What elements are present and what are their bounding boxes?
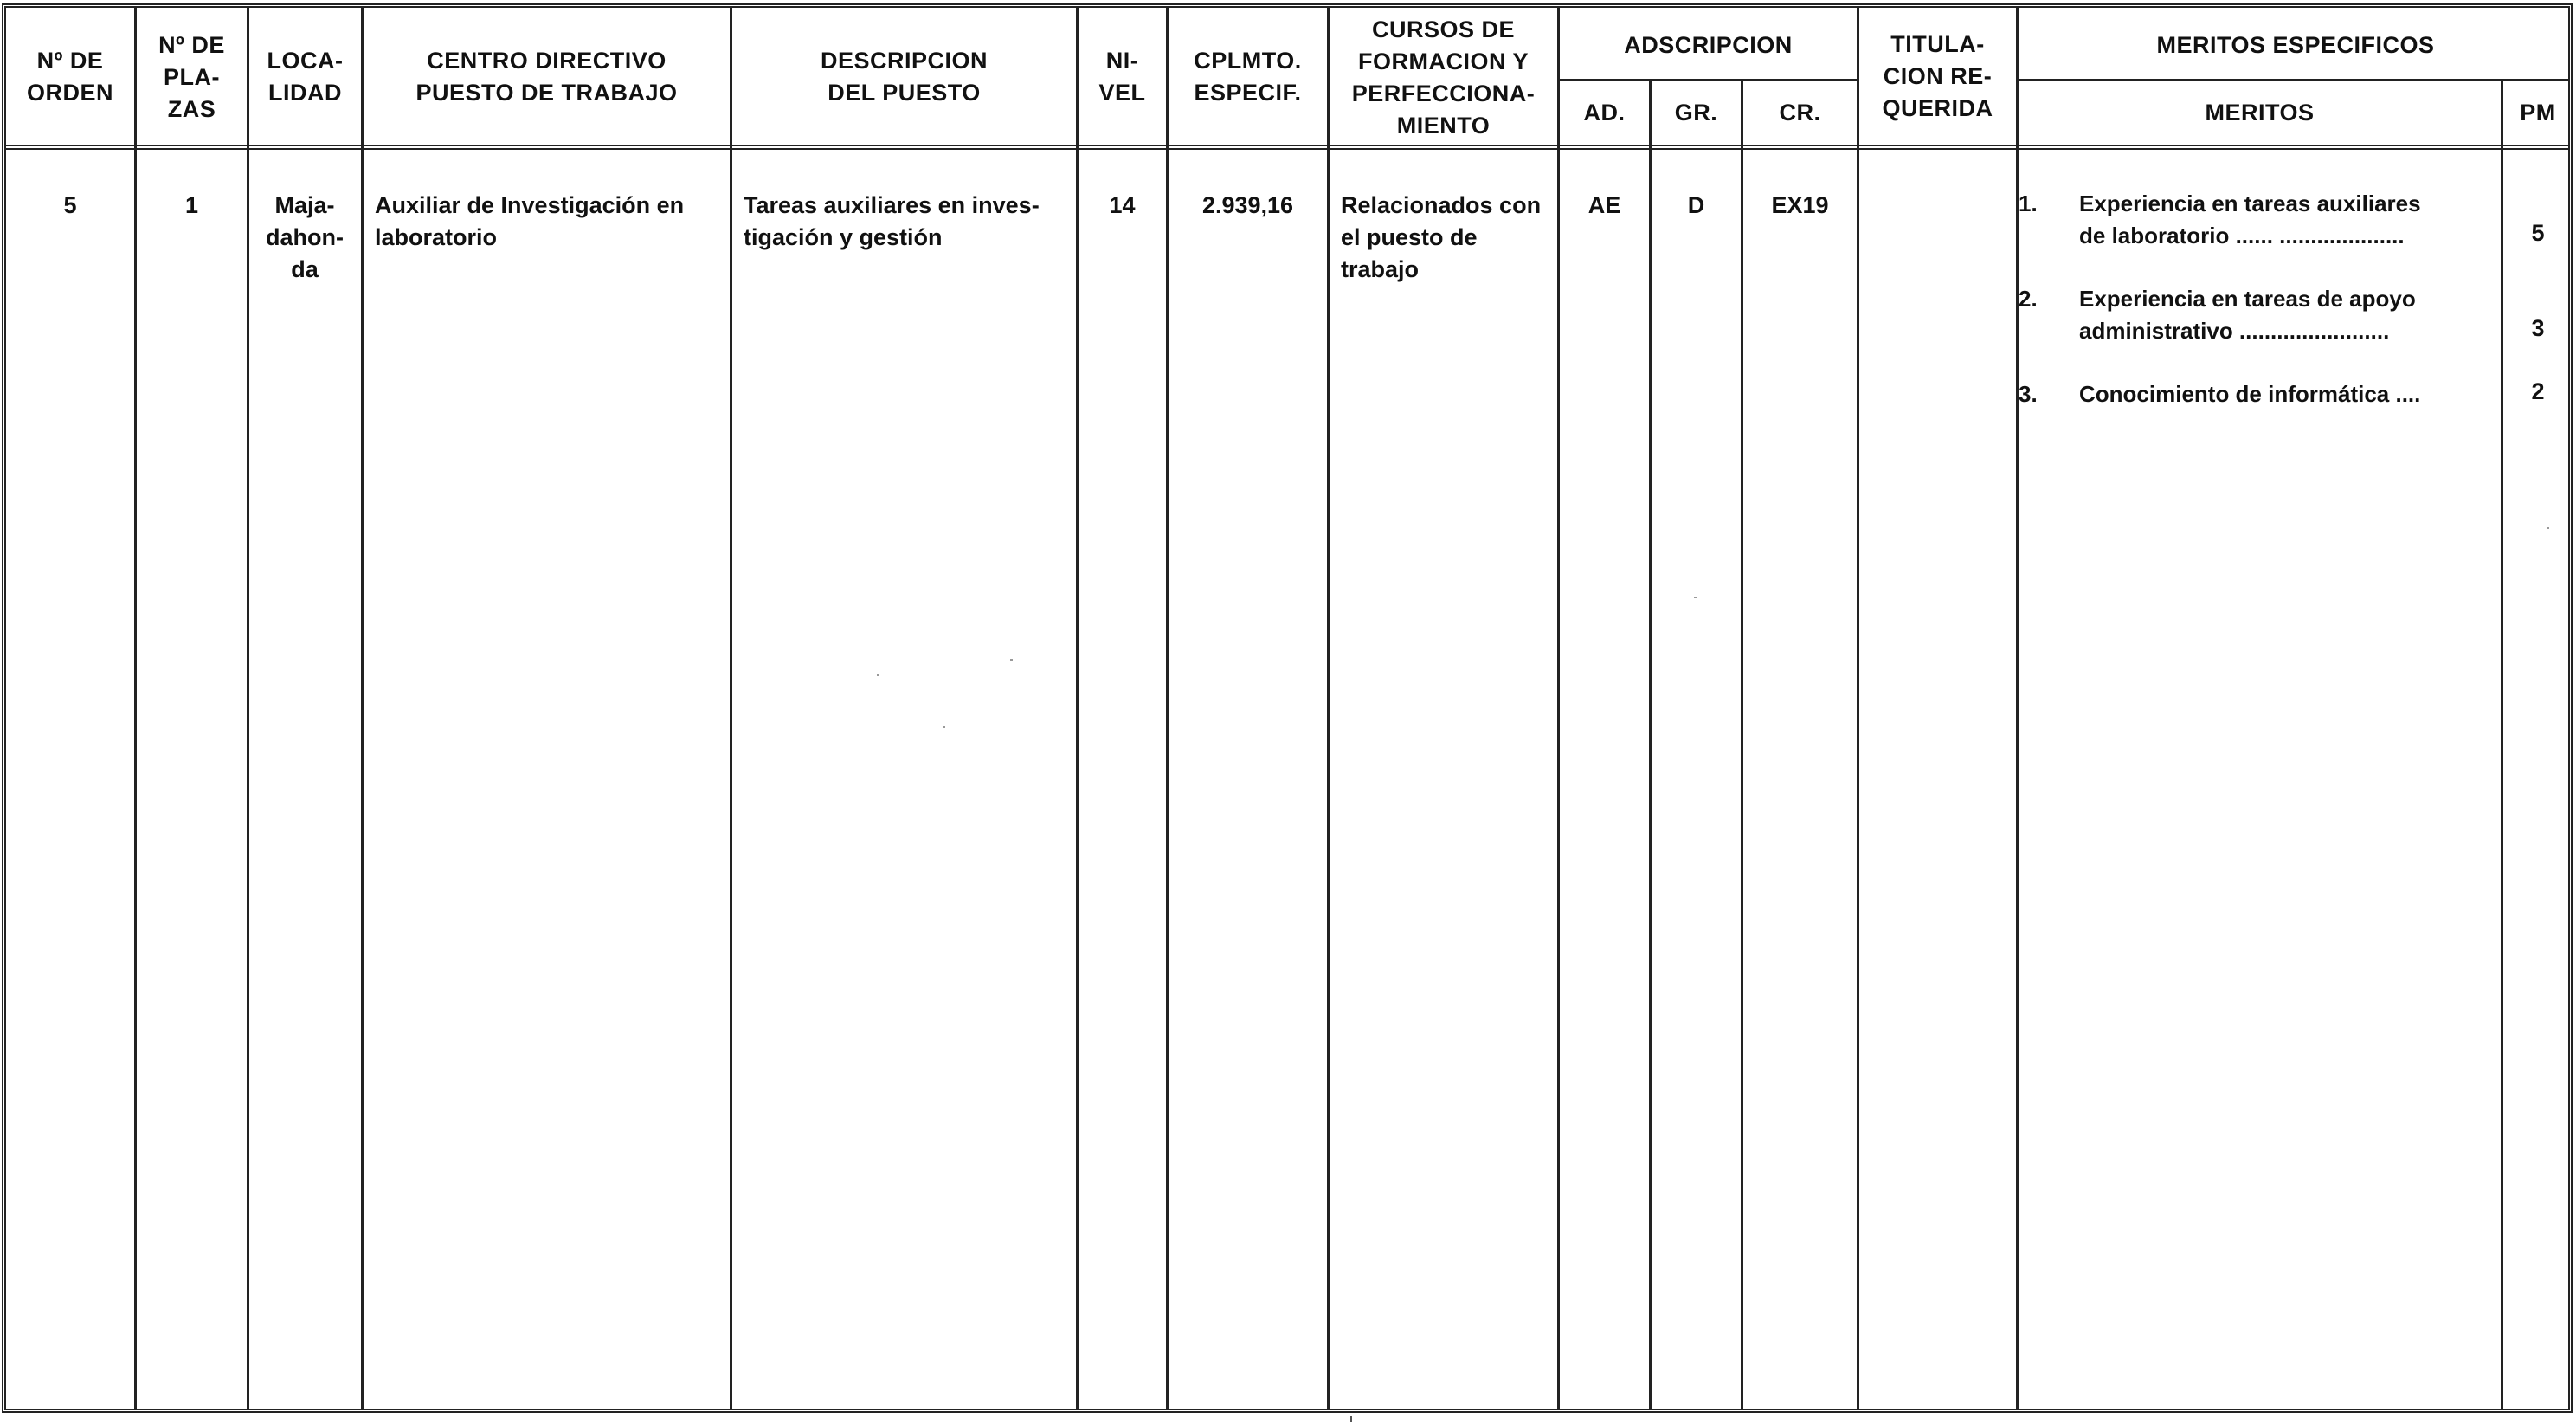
job-listing-table: Nº DE ORDEN Nº DE PLA- ZAS LOCA- LIDAD CENTRO DIRECTIVO PUESTO DE TRABAJO DESCRIPCION DEL PUESTO NI- VEL CPLMTO. ESPECIF. CURSOS DE FORMACION Y PERFECCIONA- MIENTO ADSCRIPCION AD. GR. CR. TITULA- CION RE- QUERIDA MERITOS ESPECIFICOS MERITOS PM 5 1 Maja- dahon- da Auxiliar de Investigación en laboratorio Tareas auxiliares en inves- tigación y gestión 14 2.939,16 Relacionados con el puesto de trabajo AE D EX19 1. Experiencia en tareas auxiliares de laboratorio ...... .................... 5 2. Experiencia en tareas de apoyo administrativo ........................ 3 3. Conocimiento de informática .... 2	[2, 3, 2573, 1413]
header-bottom-rule	[6, 145, 2568, 150]
cell-ad: AE	[1587, 192, 1621, 218]
header-meritos-especificos: MERITOS ESPECIFICOS	[2156, 31, 2435, 58]
header-cplmto: CPLMTO. ESPECIF.	[1194, 48, 1302, 106]
cell-plazas: 1	[184, 192, 199, 218]
column-divider	[247, 8, 249, 1409]
scan-speck	[1694, 597, 1697, 598]
cell-centro-directivo: Auxiliar de Investigación en laboratorio	[375, 192, 685, 250]
subheader-rule	[2016, 79, 2568, 81]
merit-pm: 2	[2531, 378, 2545, 404]
column-divider	[2501, 79, 2503, 1409]
column-divider	[1857, 8, 1859, 1409]
cell-nivel: 14	[1109, 192, 1136, 218]
scan-speck	[1350, 1416, 1352, 1422]
column-divider	[1741, 79, 1743, 1409]
header-titulacion: TITULA- CION RE- QUERIDA	[1882, 30, 1993, 121]
header-cursos: CURSOS DE FORMACION Y PERFECCIONA- MIENTO	[1351, 16, 1536, 139]
header-orden: Nº DE ORDEN	[26, 48, 113, 106]
header-adscripcion: ADSCRIPCION	[1624, 31, 1793, 58]
scan-speck	[943, 726, 945, 728]
header-nivel: NI- VEL	[1098, 48, 1146, 106]
cell-localidad: Maja- dahon- da	[266, 192, 344, 282]
header-cr: CR.	[1779, 99, 1821, 126]
scan-speck	[1010, 659, 1013, 661]
column-divider	[1649, 79, 1652, 1409]
cell-cr: EX19	[1771, 192, 1829, 218]
column-divider	[730, 8, 732, 1409]
column-divider	[361, 8, 364, 1409]
header-localidad: LOCA- LIDAD	[267, 48, 344, 106]
header-plazas: Nº DE PLA- ZAS	[158, 31, 225, 122]
scan-speck	[877, 674, 879, 676]
header-descripcion: DESCRIPCION DEL PUESTO	[820, 48, 989, 106]
cell-cplmto: 2.939,16	[1201, 192, 1294, 218]
header-meritos: MERITOS	[2205, 99, 2315, 126]
header-pm: PM	[2520, 99, 2556, 126]
subheader-rule	[1557, 79, 1857, 81]
column-divider	[1327, 8, 1330, 1409]
cell-cursos: Relacionados con el puesto de trabajo	[1341, 192, 1542, 282]
scan-speck	[2547, 527, 2549, 529]
cell-descripcion: Tareas auxiliares en inves- tigación y gestión	[744, 192, 1040, 250]
merit-pm: 5	[2531, 220, 2545, 246]
header-ad: AD.	[1583, 99, 1626, 126]
cell-orden: 5	[63, 192, 77, 218]
merit-pm: 3	[2531, 315, 2545, 341]
cell-gr: D	[1687, 192, 1705, 218]
header-centro-directivo: CENTRO DIRECTIVO PUESTO DE TRABAJO	[415, 48, 678, 106]
header-gr: GR.	[1674, 99, 1718, 126]
